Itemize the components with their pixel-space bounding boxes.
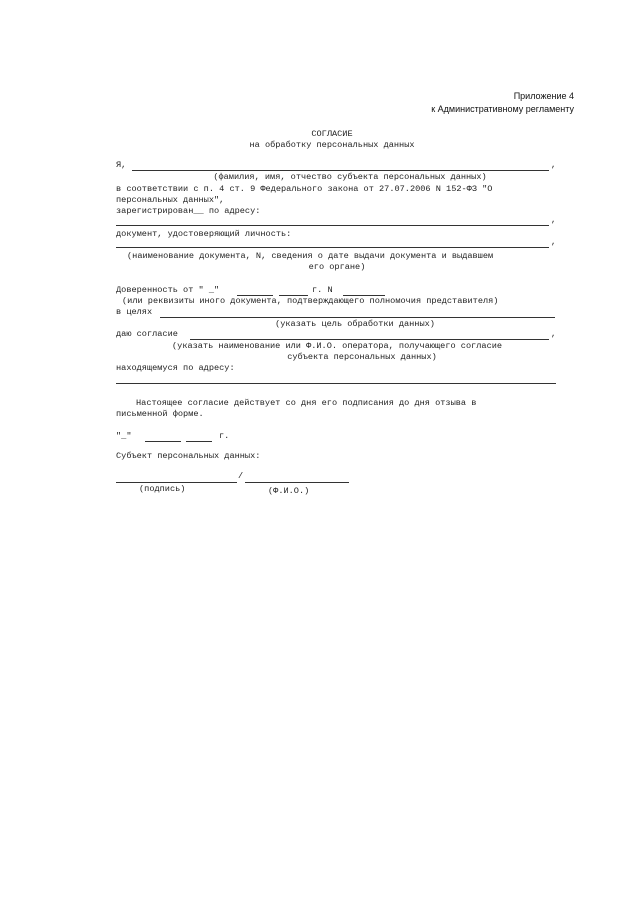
power-number-label: г. N: [312, 285, 333, 295]
address-comma: ,: [551, 215, 557, 225]
fio-short-caption: (Ф.И.О.): [268, 486, 310, 496]
located-label: находящемуся по адресу:: [116, 363, 235, 373]
consent-caption-line2: субъекта персональных данных): [287, 352, 437, 362]
power-of-attorney-label: Доверенность от " _": [116, 285, 220, 295]
operator-address-line: [116, 383, 556, 384]
annex-reference: к Административному регламенту: [431, 104, 574, 114]
purpose-label: в целях: [116, 307, 153, 317]
date-quote: "_": [116, 431, 132, 441]
document-subtitle: на обработку персональных данных: [249, 140, 415, 150]
signature-caption: (подпись): [139, 484, 186, 494]
date-month-line: [145, 441, 181, 442]
document-line: [116, 247, 549, 248]
fio-line: [132, 170, 549, 171]
operator-line: [190, 339, 549, 340]
consent-label: даю согласие: [116, 329, 178, 339]
power-caption: (или реквизиты иного документа, подтверждающего полномочия представителя): [122, 296, 499, 306]
document-caption-line2: его органе): [308, 262, 366, 272]
document-title: СОГЛАСИЕ: [311, 129, 353, 139]
validity-line1: Настоящее согласие действует со дня его подписания до дня отзыва в: [136, 398, 477, 408]
fio-signature-line: [245, 482, 349, 483]
purpose-caption: (указать цель обработки данных): [275, 319, 435, 329]
signature-slash: /: [238, 471, 244, 481]
law-reference-line1: в соответствии с п. 4 ст. 9 Федерального закона от 27.07.2006 N 152-ФЗ "О: [116, 184, 493, 194]
registered-label: зарегистрирован__ по адресу:: [116, 206, 261, 216]
consent-caption-line1: (указать наименование или Ф.И.О. оператора, получающего согласие: [172, 341, 503, 351]
document-comma: ,: [551, 237, 557, 247]
address-line: [116, 225, 549, 226]
fio-comma: ,: [551, 160, 557, 170]
law-reference-line2: персональных данных",: [116, 195, 225, 205]
operator-comma: ,: [551, 329, 557, 339]
subject-label: Субъект персональных данных:: [116, 451, 261, 461]
annex-number: Приложение 4: [513, 91, 574, 101]
purpose-line: [160, 317, 555, 318]
date-year-line: [186, 441, 212, 442]
document-label: документ, удостоверяющий личность:: [116, 229, 292, 239]
document-caption-line1: (наименование документа, N, сведения о дате выдачи документа и выдавшем: [127, 251, 494, 261]
ya-prefix: Я,: [116, 160, 127, 170]
fio-caption: (фамилия, имя, отчество субъекта персональных данных): [213, 172, 487, 182]
date-year-suffix: г.: [219, 431, 230, 441]
signature-line: [116, 482, 237, 483]
validity-line2: письменной форме.: [116, 409, 204, 419]
